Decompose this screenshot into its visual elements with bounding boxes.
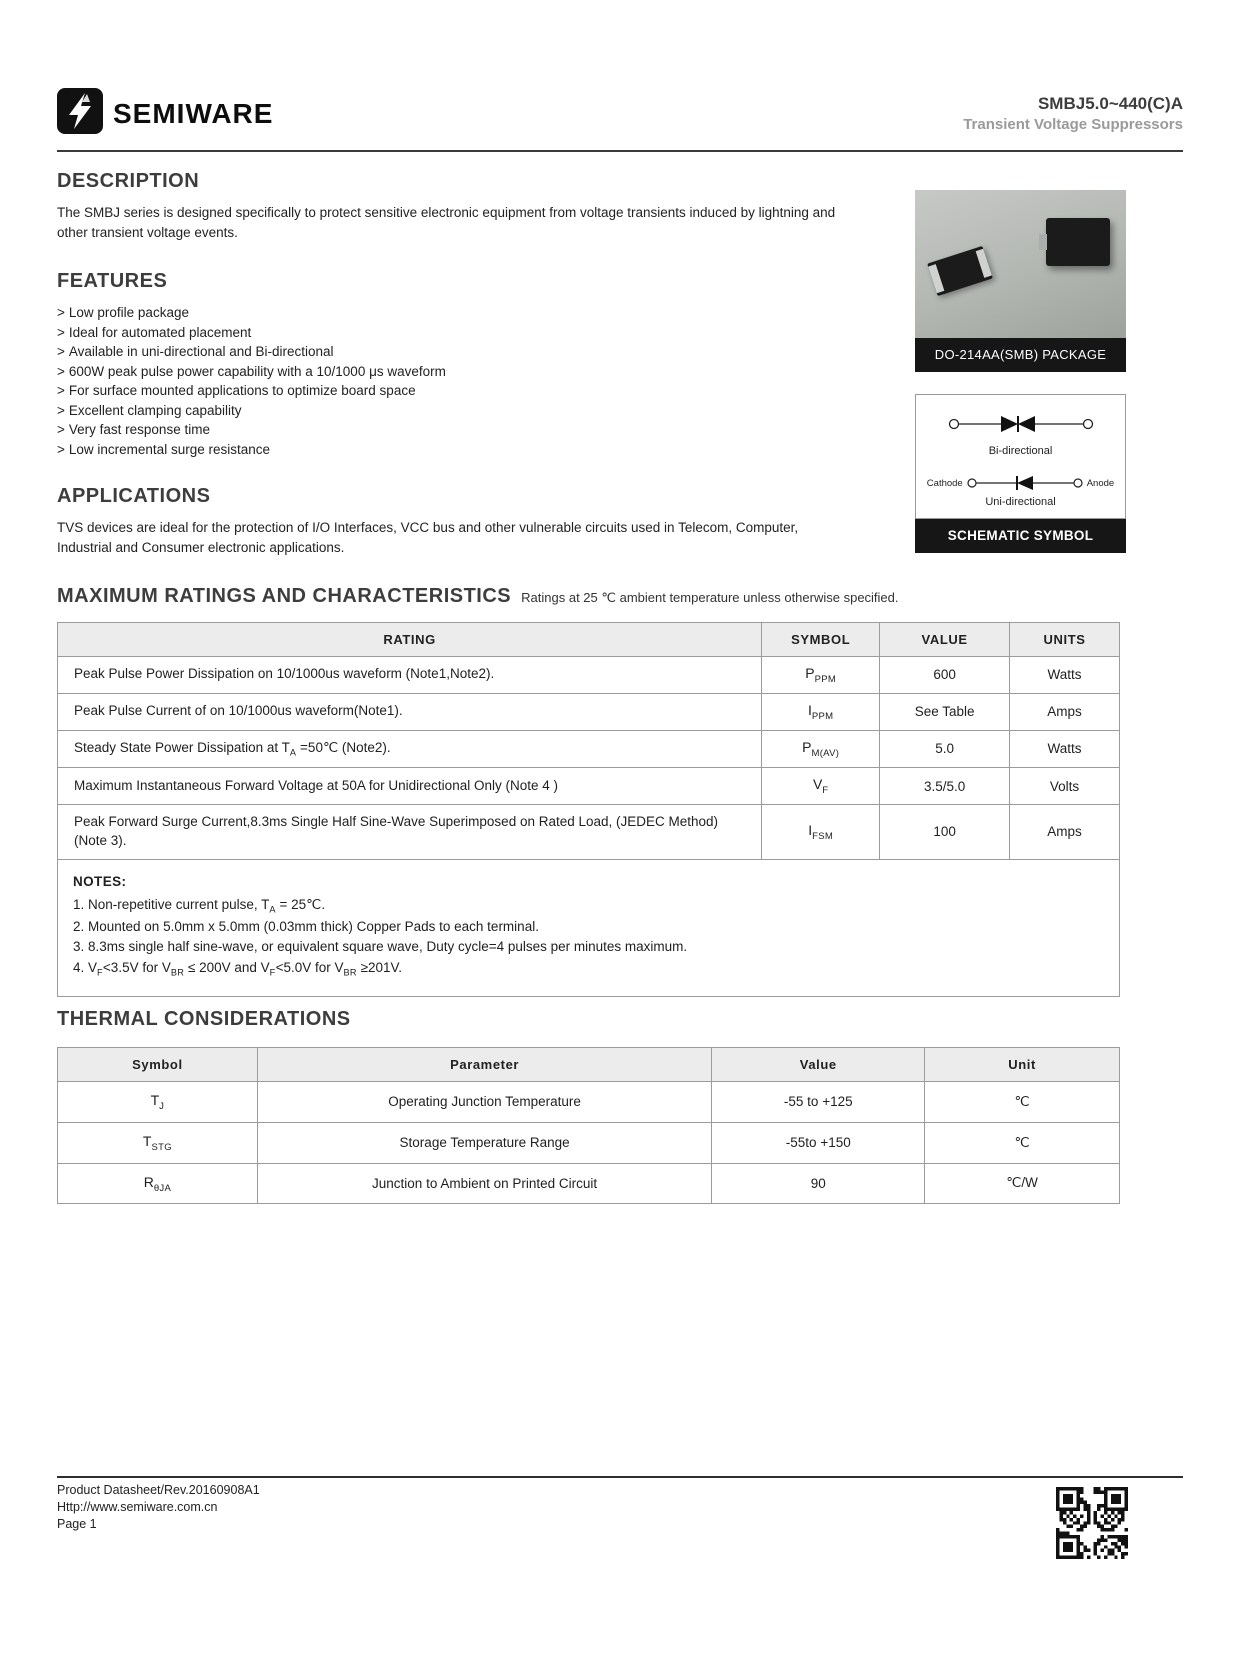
doc-title-block <box>963 88 1183 133</box>
unit-cell: ℃/W <box>925 1163 1120 1204</box>
footer-url: Http://www.semiware.com.cn <box>57 1499 218 1514</box>
uni-directional-label: Uni-directional <box>985 496 1056 508</box>
ratings-notes <box>57 860 1120 998</box>
bi-directional-label: Bi-directional <box>988 445 1053 457</box>
thermal-row <box>58 1082 1120 1123</box>
smd-component-image <box>927 246 993 296</box>
feature-item: > Low profile package <box>57 305 189 321</box>
qr-code <box>1056 1487 1128 1559</box>
value-cell: -55 to +125 <box>712 1082 925 1123</box>
applications-heading: APPLICATIONS <box>57 485 211 508</box>
rating-cell: Maximum Instantaneous Forward Voltage at 50A for Unidirectional Only (Note 4 ) <box>58 768 762 805</box>
unit-cell: ℃ <box>925 1082 1120 1123</box>
col-units: UNITS <box>1010 623 1120 657</box>
features-heading: FEATURES <box>57 270 168 293</box>
ratings-row <box>58 768 1120 805</box>
col-value: Value <box>712 1048 925 1082</box>
value-cell: 90 <box>712 1163 925 1204</box>
value-cell: 600 <box>880 657 1010 694</box>
symbol-cell: $P_{PPM}$ <box>762 657 880 694</box>
rating-cell: Peak Forward Surge Current,8.3ms Single Half Sine-Wave Superimposed on Rated Load, (JEDEC Method) (Note 3). <box>58 804 762 859</box>
cathode-label: Cathode <box>926 477 963 489</box>
part-number: SMBJ5.0~440(C)A <box>1037 94 1183 113</box>
parameter-cell: Operating Junction Temperature <box>257 1082 712 1123</box>
package-photo <box>915 190 1126 338</box>
ratings-section <box>57 585 1120 997</box>
units-cell: Amps <box>1010 693 1120 730</box>
smd-component-image <box>1046 218 1110 266</box>
symbol-cell: $T_J$ <box>58 1082 258 1123</box>
applications-body: TVS devices are ideal for the protection of I/O Interfaces, VCC bus and other vulnerable circuits used in Telecom, Computer, Industrial and Consumer electronic applications. <box>57 520 799 555</box>
description-heading: DESCRIPTION <box>57 170 200 192</box>
package-panel <box>915 190 1126 553</box>
ratings-header-row <box>58 623 1120 657</box>
col-parameter: Parameter <box>257 1048 712 1082</box>
col-rating: RATING <box>58 623 762 657</box>
ratings-row <box>58 693 1120 730</box>
value-cell: See Table <box>880 693 1010 730</box>
feature-item: > For surface mounted applications to optimize board space <box>57 383 416 399</box>
units-cell: Amps <box>1010 804 1120 859</box>
ratings-row <box>58 804 1120 859</box>
page-footer <box>57 1476 1183 1533</box>
thermal-row <box>58 1163 1120 1204</box>
thermal-row <box>58 1122 1120 1163</box>
units-cell: Watts <box>1010 730 1120 768</box>
description-body: The SMBJ series is designed specifically to protect sensitive electronic equipment from voltage transients induced by lightning and other transient voltage events. <box>57 205 836 240</box>
anode-label: Anode <box>1086 477 1115 489</box>
uni-directional-symbol <box>916 471 1125 495</box>
ratings-heading: MAXIMUM RATINGS AND CHARACTERISTICS <box>57 585 512 607</box>
thermal-heading: THERMAL CONSIDERATIONS <box>57 1008 351 1030</box>
features-list <box>57 303 872 459</box>
package-caption: DO-214AA(SMB) PACKAGE <box>915 338 1126 372</box>
symbol-cell: $R_{\theta JA}$ <box>58 1163 258 1204</box>
ratings-table <box>57 622 1120 860</box>
thermal-section <box>57 1008 1120 1204</box>
brand-name: SEMIWARE <box>113 97 274 129</box>
value-cell: 100 <box>880 804 1010 859</box>
doc-subtitle: Transient Voltage Suppressors <box>963 116 1183 133</box>
lightning-logo-icon <box>57 88 103 139</box>
col-unit: Unit <box>925 1048 1120 1082</box>
feature-item: > Excellent clamping capability <box>57 402 242 418</box>
units-cell: Watts <box>1010 657 1120 694</box>
symbol-cell: $I_{FSM}$ <box>762 804 880 859</box>
note-line: 2. Mounted on 5.0mm x 5.0mm (0.03mm thick) Copper Pads to each terminal. <box>73 918 539 934</box>
feature-item: > Ideal for automated placement <box>57 324 252 340</box>
ratings-row <box>58 657 1120 694</box>
footer-page-number: Page 1 <box>57 1516 97 1531</box>
rating-cell: Peak Pulse Power Dissipation on 10/1000us waveform (Note1,Note2). <box>58 657 762 694</box>
value-cell: 5.0 <box>880 730 1010 768</box>
notes-title: NOTES: <box>73 873 127 889</box>
note-line: 3. 8.3ms single half sine-wave, or equivalent square wave, Duty cycle=4 pulses per minutes maximum. <box>73 939 688 955</box>
units-cell: Volts <box>1010 768 1120 805</box>
brand-logo <box>57 88 273 139</box>
col-value: VALUE <box>880 623 1010 657</box>
col-symbol: SYMBOL <box>762 623 880 657</box>
col-symbol: Symbol <box>58 1048 258 1082</box>
unit-cell: ℃ <box>925 1122 1120 1163</box>
rating-cell: Steady State Power Dissipation at $T_A$ =50℃ (Note2). <box>58 730 762 768</box>
symbol-cell: $T_{STG}$ <box>58 1122 258 1163</box>
thermal-header-row <box>58 1048 1120 1082</box>
schematic-caption: SCHEMATIC SYMBOL <box>915 519 1126 553</box>
page-header <box>57 88 1183 152</box>
feature-item: > Available in uni-directional and Bi-directional <box>57 344 334 360</box>
parameter-cell: Junction to Ambient on Printed Circuit <box>257 1163 712 1204</box>
rating-cell: Peak Pulse Current of on 10/1000us waveform(Note1). <box>58 693 762 730</box>
bi-directional-symbol <box>916 409 1125 444</box>
symbol-cell: $I_{PPM}$ <box>762 693 880 730</box>
feature-item: > Very fast response time <box>57 422 210 438</box>
main-text-column <box>57 170 872 585</box>
ratings-row <box>58 730 1120 768</box>
feature-item: > 600W peak pulse power capability with a 10/1000 μs waveform <box>57 363 446 379</box>
note-line: 1. Non-repetitive current pulse, $T_A$ = 25℃. <box>73 896 326 915</box>
footer-revision: Product Datasheet/Rev.20160908A1 <box>57 1483 260 1497</box>
symbol-cell: $V_F$ <box>762 768 880 805</box>
feature-item: > Low incremental surge resistance <box>57 441 270 457</box>
symbol-cell: $P_{M(AV)}$ <box>762 730 880 768</box>
parameter-cell: Storage Temperature Range <box>257 1122 712 1163</box>
value-cell: -55to +150 <box>712 1122 925 1163</box>
schematic-box <box>915 394 1126 519</box>
thermal-table <box>57 1047 1120 1204</box>
value-cell: 3.5/5.0 <box>880 768 1010 805</box>
note-line: 4. $V_F<3.5V$ for $V_{BR} \le 200V$ and $V_F<5.0V$ for $V_{BR} \ge 201V$. <box>73 960 403 979</box>
ratings-subheading: Ratings at 25 ℃ ambient temperature unless otherwise specified. <box>521 590 899 605</box>
